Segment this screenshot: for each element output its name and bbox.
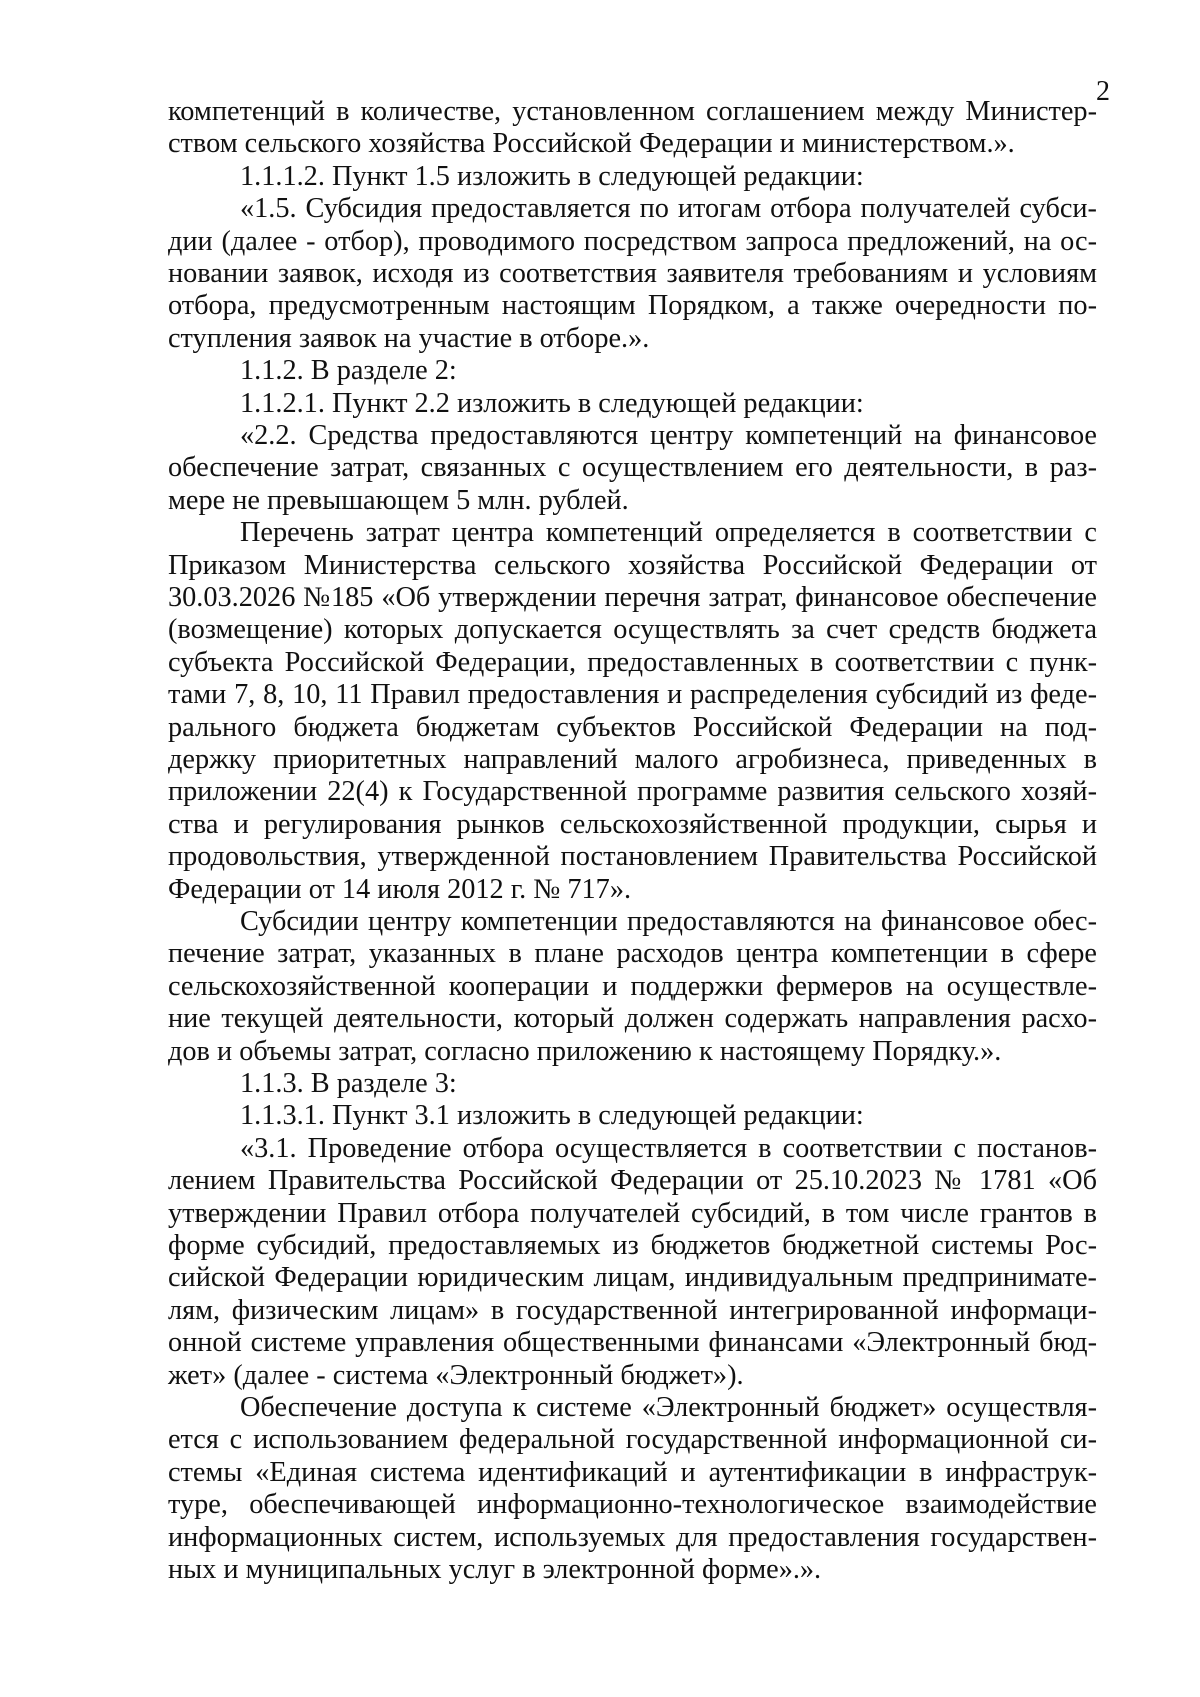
text-line: 1.1.3.1. Пункт 3.1 изложить в следующей редакции: [240, 1100, 864, 1132]
text-line: «3.1. Проведение отбора осуществляется в соответствии с постанов- [240, 1132, 1097, 1164]
text-line: ется с использованием федеральной государственной информационной си- [168, 1424, 1097, 1456]
text-line: «2.2. Средства предоставляются центру компетенций на финансовое [240, 420, 1097, 451]
text-line: ных и муниципальных услуг в электронной форме».». [168, 1554, 822, 1585]
text-line: приложении 22(4) к Государственной программе развития сельского хозяй- [168, 776, 1097, 808]
text-line: стемы «Единая система идентификаций и аутентификации в инфраструк- [168, 1456, 1097, 1488]
text-line: дов и объемы затрат, согласно приложению к настоящему Порядку.». [168, 1035, 1002, 1067]
text-line: ства и регулирования рынков сельскохозяйственной продукции, сырья и [168, 808, 1097, 840]
text-line: Перечень затрат центра компетенций определяется в соответствии с [240, 517, 1097, 549]
text-line: лением Правительства Российской Федерации от 25.10.2023 № 1781 «Об [168, 1165, 1097, 1197]
text-line: Субсидии центру компетенции предоставляются на финансовое обес- [240, 906, 1097, 937]
text-line: 1.1.2.1. Пункт 2.2 изложить в следующей редакции: [240, 387, 864, 419]
text-line: тами 7, 8, 10, 11 Правил предоставления и распределения субсидий из феде- [168, 679, 1097, 711]
text-line: сельскохозяйственной кооперации и поддержки фермеров на осуществле- [168, 970, 1097, 1002]
text-line: «1.5. Субсидия предоставляется по итогам отбора получателей субси- [240, 193, 1097, 225]
text-line: обеспечение затрат, связанных с осуществлением его деятельности, в раз- [168, 452, 1097, 484]
page-number: 2 [1096, 76, 1110, 107]
text-line: рального бюджета бюджетам субъектов Российской Федерации на под- [168, 711, 1097, 743]
text-line: (возмещение) которых допускается осуществлять за счет средств бюджета [168, 614, 1097, 646]
text-line: держку приоритетных направлений малого агробизнеса, приведенных в [168, 744, 1097, 775]
text-line: 1.1.3. В разделе 3: [240, 1068, 457, 1099]
text-line: 1.1.2. В разделе 2: [240, 355, 457, 387]
text-line: онной системе управления общественными финансами «Электронный бюд- [168, 1327, 1097, 1359]
text-line: отбора, предусмотренным настоящим Порядком, а также очередности по- [168, 290, 1097, 322]
text-line: 30.03.2026 №185 «Об утверждении перечня затрат, финансовое обеспечение [168, 582, 1097, 613]
text-line: Обеспечение доступа к системе «Электронный бюджет» осуществля- [240, 1392, 1097, 1423]
text-line: субъекта Российской Федерации, предоставленных в соответствии с пунк- [168, 646, 1097, 678]
text-line: ством сельского хозяйства Российской Федерации и министерством.». [168, 128, 1015, 160]
text-line: мере не превышающем 5 млн. рублей. [168, 484, 629, 516]
text-line: сийской Федерации юридическим лицам, индивидуальным предпринимате- [168, 1262, 1097, 1294]
text-line: дии (далее - отбор), проводимого посредством запроса предложений, на ос- [168, 225, 1097, 257]
text-line: продовольствия, утвержденной постановлением Правительства Российской [168, 841, 1097, 873]
text-line: печение затрат, указанных в плане расходов центра компетенции в сфере [168, 938, 1097, 970]
text-line: ние текущей деятельности, который должен содержать направления расхо- [168, 1003, 1097, 1035]
text-line: жет» (далее - система «Электронный бюджет»). [168, 1359, 744, 1391]
text-line: информационных систем, используемых для предоставления государствен- [168, 1521, 1097, 1553]
text-line: утверждении Правил отбора получателей субсидий, в том числе грантов в [168, 1197, 1097, 1229]
text-line: форме субсидий, предоставляемых из бюджетов бюджетной системы Рос- [168, 1230, 1097, 1261]
text-line: ступления заявок на участие в отборе.». [168, 322, 650, 354]
text-line: новании заявок, исходя из соответствия заявителя требованиям и условиям [168, 258, 1097, 289]
text-line: туре, обеспечивающей информационно-технологическое взаимодействие [168, 1489, 1097, 1521]
text-line: Приказом Министерства сельского хозяйства Российской Федерации от [168, 549, 1097, 581]
text-line: 1.1.1.2. Пункт 1.5 изложить в следующей редакции: [240, 160, 864, 192]
text-line: Федерации от 14 июля 2012 г. № 717». [168, 873, 632, 905]
text-line: компетенций в количестве, установленном соглашением между Министер- [168, 96, 1097, 127]
text-line: лям, физическим лицам» в государственной интегрированной информаци- [168, 1294, 1097, 1326]
